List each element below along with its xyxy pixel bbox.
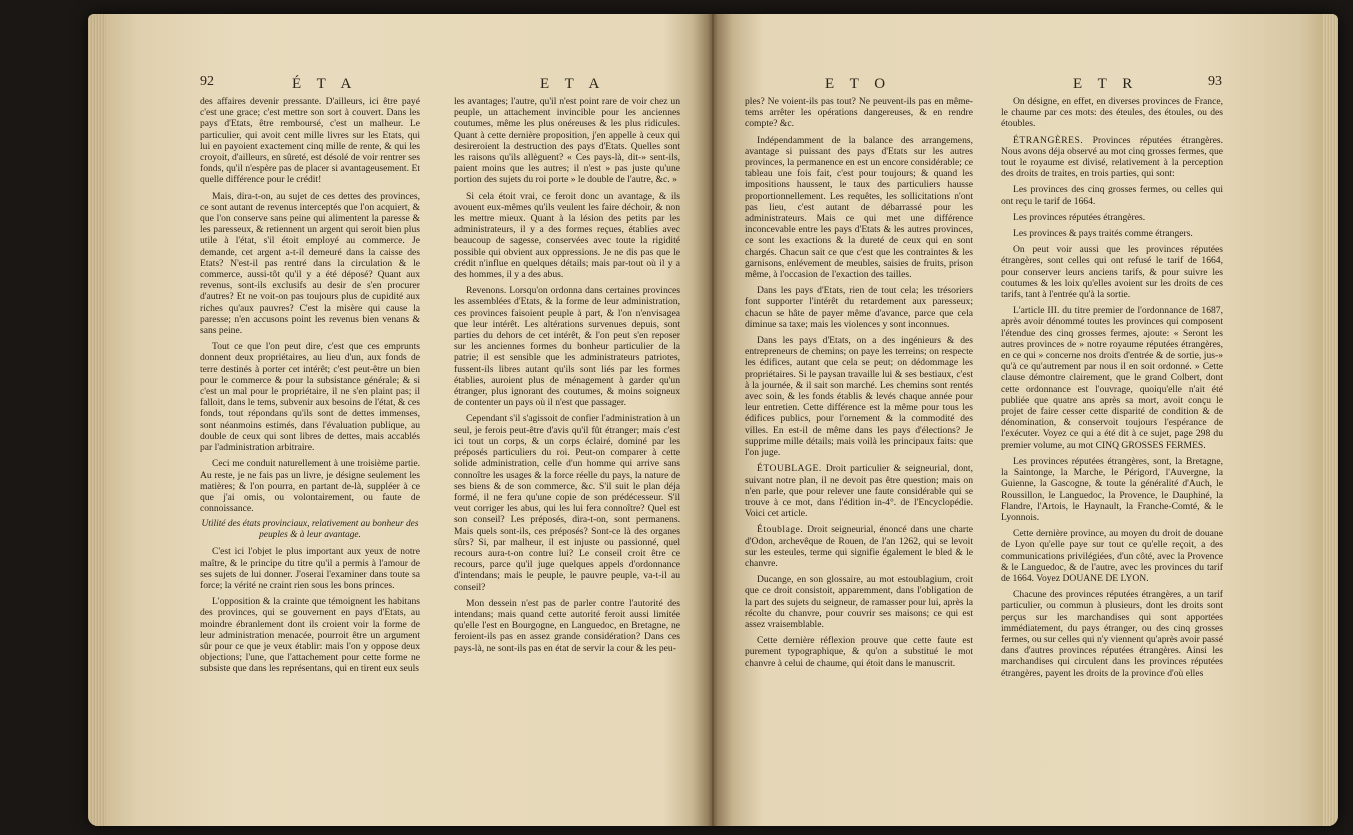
running-head-right-col2: E T R — [1073, 76, 1139, 92]
paragraph: Cette dernière réflexion prouve que cette faute est purement typographique, & qu'on a substitué le mot chanvre à celui de chaume, qui étoit dans le manuscrit. — [745, 635, 973, 669]
open-book — [88, 14, 1338, 826]
paragraph: Cette dernière province, au moyen du droit de douane de Lyon qu'elle paye sur tout ce qu'elle reçoit, a des communications privilégiées, d'un côté, avec la Provence & le Languedoc, & de l'autre, avec les provinces du tarif de 1664. Voyez DOUANE DE LYON. — [1001, 528, 1223, 584]
paragraph: On désigne, en effet, en diverses provinces de France, le chaume par ces mots: des éteules, des étoules, ou des étoubles. — [1001, 96, 1223, 130]
entry-text: Droit seigneurial, énoncé dans une charte d'Odon, archevêque de Rouen, de l'an 1262, qui se levoit sur les esteules, terme qui signifie également le bled & le chanvre. — [745, 524, 973, 569]
left-page-column-2 — [454, 96, 680, 812]
left-page-column-1 — [200, 96, 420, 812]
list-item: Les provinces & pays traités comme étrangers. — [1013, 228, 1193, 240]
running-head-left-col1: É T A — [292, 76, 358, 92]
section-heading: Utilité des états provinciaux, relativement au bonheur des peuples & à leur avantage. — [201, 519, 419, 541]
running-head-left-col2: E T A — [540, 76, 606, 92]
paragraph: Les provinces réputées étrangères, sont, la Bretagne, la Saintonge, la Marche, le Périgord, l'Auvergne, la Guienne, la Gascogne, & toute la généralité d'Auch, le Roussillon, le Languedoc, la Provence, le Dauphiné, la Flandre, l'Artois, le Haynault, la Franche-Comté, & le Lyonnois. — [1001, 455, 1223, 523]
right-page-column-2 — [1001, 96, 1223, 812]
paragraph: Indépendamment de la balance des arrangemens, avantage si puissant des pays d'Etats sur les autres provinces, la permanence en est un encore considérable; ce tableau une fois fait, c'est pour toujours; & quand les impositions haussent, le taux des particuliers hausse proportionnellement. Les requêtes, les sollicitations n'ont pas lieu, c'est autant de débarrassé pour les administrateurs. Mais ce qui met une différence inconcevable entre les pays d'Etats & les autres provinces, ce sont les exactions & la dureté de ceux qui en sont chargés. Chacun sait ce que c'est que les contraintes & les garnisons, enlévement de meubles, saisies de fruits, prison même, à l'occasion de l'exaction des tailles. — [745, 134, 973, 281]
paragraph: les avantages; l'autre, qu'il n'est point rare de voir chez un peuple, un attachement invincible pour les anciennes coutumes, même les plus onéreuses & les plus ridicules. Quant à cette dernière proposition, j'en appelle à ceux qui desireroient la destruction des pays d'Etats. Quelles sont les raisons qu'ils allèguent? « Ces pays-là, dit-» sent-ils, paient moins que les autres; il n'est » pas juste qu'une portion des sujets du roi porte » le double de l'autre, &c. » — [454, 96, 680, 186]
paragraph: Ducange, en son glossaire, au mot estoublagium, croit que ce droit consistoit, apparemment, dans l'obligation de la part des sujets du seigneur, de ramasser pour lui, après la récolte du chanvre, pour couvrir ses maisons; ce qui est assez vraisemblable. — [745, 574, 973, 630]
entry-headword: ÉTRANGÈRES. — [1013, 134, 1084, 146]
entry-headword: ÉTOUBLAGE. — [757, 463, 822, 475]
entry-text: Provinces réputées étrangères. Nous avons déja observé au mot cinq grosses fermes, que tout le royaume est divisé, relativement à la perception des droits de traites, en trois parties, qui sont: — [1001, 134, 1223, 180]
left-page — [88, 14, 708, 826]
paragraph: des affaires devenir pressante. D'ailleurs, ici être payé c'est une grace; c'est mettre son sort à couvert. Dans les pays d'Etats, être remboursé, c'est un malheur. Le particulier, qui avoit cent mille livres sur les Etats, qui lui en payoient exactement cinq mille de rente, & qui les croyoit, d'ailleurs, en sûreté, est désolé de voir rentrer ses fonds, qu'il n'espère pas de placer si avantageusement. Et quelle différence pour le crédit! — [200, 96, 420, 186]
list-item: Les provinces réputées étrangères. — [1013, 211, 1146, 223]
entry-text: Droit particulier & seigneurial, dont, suivant notre plan, il ne devoit pas être question; mais on n'en parle, que pour relever une faute considérable qui se trouve à ce mot, dans l'édition in-4°. de l'Encyclopédie. Voici cet article. — [745, 463, 973, 520]
paragraph: Chacune des provinces réputées étrangères, a un tarif particulier, ou commun à plusieurs, dont les droits sont perçus sur les marchandises qui sont apportées immédiatement, du pays étranger, ou des cinq grosses fermes, ou sur celles qui n'y viennent qu'après avoir passé dans d'autres provinces réputées étrangères. Ainsi les marchandises qui circulent dans les provinces réputées étrangères, payent les droits de la province d'où elles — [1001, 589, 1223, 679]
paragraph: On peut voir aussi que les provinces réputées étrangères, sont celles qui ont refusé le tarif de 1664, pour conserver leurs anciens tarifs, & pour suivre les coutumes & les loix qu'elles avoient sur les droits de ces tarifs, tant à l'entrée qu'à la sortie. — [1001, 244, 1223, 301]
paragraph: Dans les pays d'Etats, rien de tout cela; les trésoriers font supporter l'intérêt du retardement aux paresseux; chacun se hâte de payer même d'avance, parce que cela diminue sa taxe; mais les violences y sont inconnues. — [745, 285, 973, 330]
paragraph: Dans les pays d'Etats, on a des ingénieurs & des entrepreneurs de chemins; on paye les terreins; on respecte les édifices, autant que cela se peut; on dédommage les propriétaires. Si le paysan travaille lui & ses bestiaux, c'est à la journée, & il sait son marché. Les chemins sont rentés avec soin, & les fonds établis & levés chaque année pour leur entretien. Cette différence est la même pour tous les édifices publics, pour l'ornement & la commodité des villes. En est-il de même dans les pays d'élections? Je supprime mille détails; mais voilà les principaux faits: que l'on juge. — [745, 335, 973, 459]
list-item: Les provinces des cinq grosses fermes, ou celles qui ont reçu le tarif de 1664. — [1001, 184, 1223, 207]
paragraph: L'opposition & la crainte que témoignent les habitans des provinces, qui se gouvernent en pays d'Etats, au moindre ébranlement dont ils croient voir la forme de leur administration menacée, pourroit être un argument sûr pour ce que je veux établir: mais l'on y oppose deux objections; l'une, que l'attachement pour cette forme ne subsiste que dans les représentans, qui en tirent eux seuls — [200, 596, 420, 675]
right-page-column-1 — [745, 96, 973, 812]
paragraph: C'est ici l'objet le plus important aux yeux de notre maître, & le principe du titre qu'il a permis à l'amour de ses sujets de lui donner. J'oserai l'examiner dans toute sa force; la vérité ne craint rien sous les bons princes. — [200, 546, 420, 591]
paragraph: L'article III. du titre premier de l'ordonnance de 1687, après avoir dénommé toutes les provinces qui composent l'étendue des cinq grosses fermes, ajoute: « Seront les autres provinces de » notre royaume réputées étrangères, en ce qui » concerne nos droits d'entrée & de sortie, jus-» qu'à ce qu'autrement par nous il en soit ordonné. » Cette clause démontre clairement, que le grand Colbert, dont cette ordonnance est l'ouvrage, quoiqu'elle n'ait été publiée que quatre ans après sa mort, avoit conçu le projet de faire cesser cette disparité de condition & de dénomination, & conservoit toujours l'espérance de l'exécuter. Voyez ce qui a été dit à ce sujet, page 298 du premier volume, au mot CINQ GROSSES FERMES. — [1001, 305, 1223, 451]
dictionary-entry-etoublage — [745, 463, 973, 519]
dictionary-entry-etoublage-quoted — [745, 524, 973, 569]
paragraph: Si cela étoit vrai, ce feroit donc un avantage, & ils avouent eux-mêmes qu'ils veulent les faire déchoir, & non les mettre mieux. Quant à la lésion des petits par les administrateurs, il y a des formes reçues, établies avec beaucoup de sagesse, conservées avec toute la rigidité possible qui obvient aux oppressions. Je ne dis pas que le crédit n'influe en quelques détails; mais par-tout où il y a des hommes, il y a des abus. — [454, 190, 680, 281]
running-head-right-col1: E T O — [825, 76, 892, 92]
dictionary-entry-etrangeres — [1001, 135, 1223, 180]
paragraph: Mon dessein n'est pas de parler contre l'autorité des intendans; mais quand cette autorité feroit aussi limitée qu'elle l'est en Bourgogne, en Languedoc, en Bretagne, ne feroient-ils pas en assez grande considération? Dans ces pays-là, ne sont-ils pas en état de servir la cour & les peu- — [454, 597, 680, 654]
paragraph: Revenons. Lorsqu'on ordonna dans certaines provinces les assemblées d'Etats, & la forme de leur administration, ces provinces faisoient peuple à part, & l'on n'envisagea que leur intérêt. Les altérations survenues depuis, sont parties du dehors de cet intérêt, & l'on peut s'en reposer sur les anciennes formes du bonheur particulier de la patrie; il est sensible que les administrateurs patriotes, fussent-ils libres autant qu'ils sont liés par les formes établies, auroient plus de ménagement à garder qu'un étranger, plus ignorant des coutumes, & moins soigneux de contenter un pays où il n'est que passager. — [454, 285, 680, 409]
entry-headword: Étoublage. — [757, 524, 804, 536]
paragraph: ples? Ne voient-ils pas tout? Ne peuvent-ils pas en même-tems arrêter les opérations dangereuses, & en rendre compte? &c. — [745, 96, 973, 130]
paragraph: Cependant s'il s'agissoit de confier l'administration à un seul, je ferois peut-être d'avis qu'il fût étranger; mais c'est ici tout un corps, & un corps éclairé, dominé par les préposés particuliers du roi. Peut-on comparer à cette solide administration, celle d'un homme qui arrive sans connoître les usages & la force réelle du pays, la nature de ses biens & de son commerce, &c. S'il suit le plan déja formé, il ne fera qu'une copie de son prédécesseur. S'il veut corriger les abus, qui les lui fera connoître? Quel est son conseil? Les préposés, dira-t-on, sont permanens. Mais quels sont-ils, ces préposés? Sont-ce là des organes sûrs? Si, par malheur, il est injuste ou passionné, quel recours aura-t-on contre lui? Le conseil croit être ce recours, parce qu'il juge quelques appels d'ordonnance d'intendans; mais le peuple, le pauvre peuple, va-t-il au conseil? — [454, 413, 680, 593]
page-number-left: 92 — [200, 74, 214, 89]
paragraph: Tout ce que l'on peut dire, c'est que ces emprunts donnent deux propriétaires, au lieu d'un, aux fonds de terre destinés à porter cet intérêt; c'est peut-être un bien pour le commerce & pour la subsistance générale; & si c'est un mal pour le propriétaire, il ne s'en plaint pas; il falloit, dans le tems, subvenir aux besoins de l'état, & ces fonds, tout répondans qu'ils sont de dettes immenses, sont néanmoins estimés, dans l'évaluation publique, au double de ceux qui sont libres de dettes, mais accablés par l'administration arbitraire. — [200, 341, 420, 454]
paragraph: Mais, dira-t-on, au sujet de ces dettes des provinces, ce sont autant de revenus interceptés que l'on acquiert, & que l'on conserve sans peine qui alimentent la paresse & les paresseux, & retiennent un argent qui seroit bien plus utile à l'état, s'il étoit employé au commerce. Je demande, cet argent a-t-il demeuré dans la caisse des Etats? N'est-il pas rentré dans la circulation & le commerce, aussi-tôt qu'il y a été déposé? Quant aux revenus, sont-ils exclusifs au desir de s'en procurer d'autres? Et ne voit-on pas toujours plus de cupidité aux riches qu'aux pauvres? C'est la misère qui cause la paresse; n'en accusons point les revenus bien venans & sans peine. — [200, 190, 420, 337]
right-page — [713, 14, 1338, 826]
page-number-right: 93 — [1208, 74, 1222, 89]
paragraph: Ceci me conduit naturellement à une troisième partie. Au reste, je ne fais pas un livre, je désigne seulement les matières; & l'on pourra, en partant de-là, suppléer à ce que j'ai omis, ou volontairement, ou faute de connoissance. — [200, 458, 420, 515]
